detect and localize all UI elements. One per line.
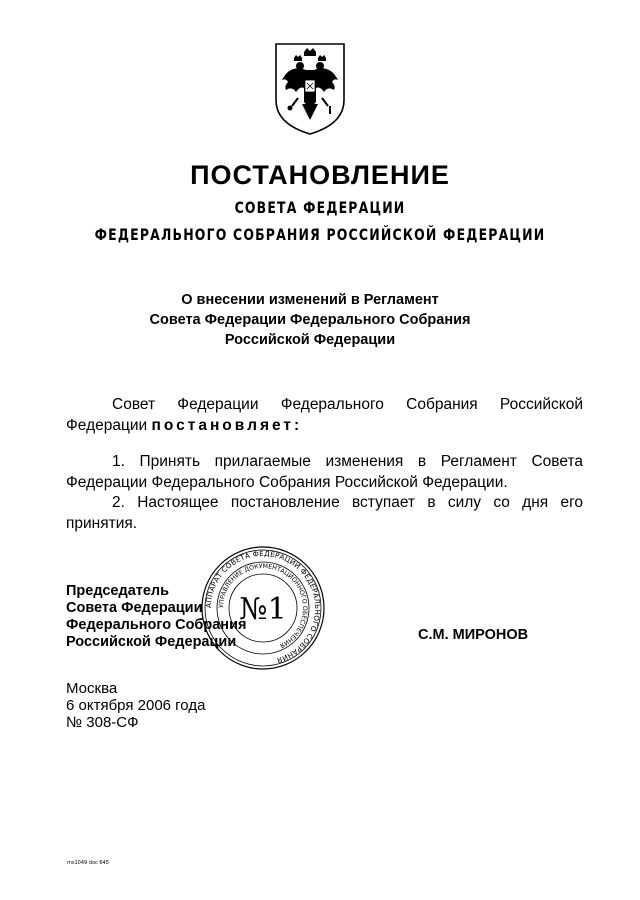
position-line: Федерального Собрания	[66, 617, 247, 633]
preamble-paragraph	[66, 394, 583, 436]
heading-line: О внесении изменений в Регламент	[181, 292, 439, 308]
issuer-line-2: ФЕДЕРАЛЬНОГО СОБРАНИЯ РОССИЙСКОЙ ФЕДЕРАЦИИ	[94, 225, 546, 244]
resolves-word: постановляет:	[151, 417, 303, 434]
city: Москва	[66, 680, 118, 697]
document-title: ПОСТАНОВЛЕНИЕ	[190, 160, 450, 190]
document-heading	[100, 290, 520, 350]
coat-of-arms-icon	[272, 40, 348, 136]
preamble-text: Совет Федерации Федерального Собрания Российской Федерации	[66, 396, 583, 434]
place-and-date	[66, 680, 205, 731]
stamp-inner-text: УПРАВЛЕНИЕ ДОКУМЕНТАЦИОННОГО ОБЕСПЕЧЕНИЯ	[217, 562, 309, 649]
signatory-name: С.М. МИРОНОВ	[418, 627, 529, 643]
document-number: № 308-СФ	[66, 714, 139, 731]
issuer-line-1: СОВЕТА ФЕДЕРАЦИИ	[234, 198, 406, 217]
stamp-number: №1	[239, 592, 287, 627]
signatory-position	[66, 583, 246, 651]
resolution-item-1: 1. Принять прилагаемые изменения в Регламент Совета Федерации Федерального Собрания Российской Федерации.	[66, 453, 583, 491]
position-line: Председатель	[66, 583, 170, 599]
heading-line: Российской Федерации	[224, 332, 396, 348]
position-line: Совета Федерации	[66, 600, 203, 616]
position-line: Российской Федерации	[66, 634, 237, 650]
heading-line: Совета Федерации Федерального Собрания	[149, 312, 471, 328]
stamp-outer-text: АППАРАТ СОВЕТА ФЕДЕРАЦИИ ФЕДЕРАЛЬНОГО СОБРАНИЯ	[203, 548, 323, 665]
footer-code: ms1049 doc 645	[67, 860, 109, 866]
date: 6 октября 2006 года	[66, 697, 206, 714]
resolution-item-2: 2. Настоящее постановление вступает в силу со дня его принятия.	[66, 494, 583, 532]
